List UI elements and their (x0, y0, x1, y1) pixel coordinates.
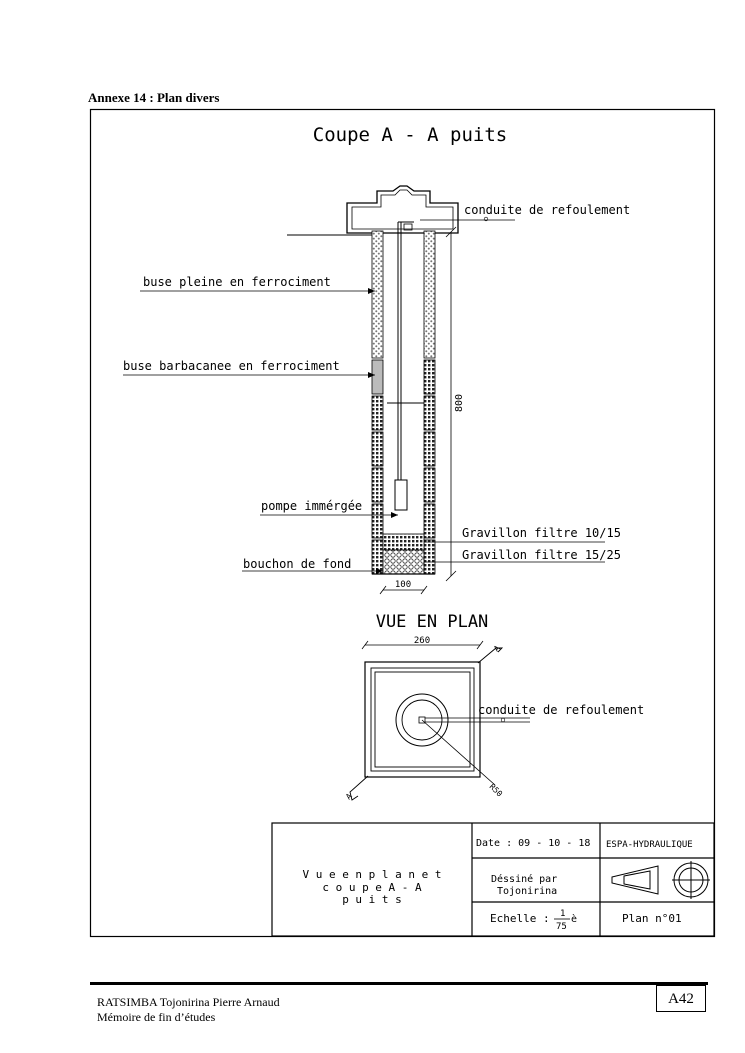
plan-width-dimension: 260 (413, 636, 431, 646)
well-cap (347, 186, 458, 233)
gravillon-15-25 (383, 550, 424, 574)
plan-slab-outer (365, 662, 480, 777)
title-scale-num: 1 (560, 909, 566, 919)
label-conduite-refoulement: conduite de refoulement (464, 203, 631, 217)
section-mark-top: A (492, 643, 502, 654)
radius-dimension: R50 (487, 782, 505, 799)
section-mark-bottom: A (344, 791, 354, 802)
school-logo (612, 861, 710, 899)
title-description-2: c o u p e A - A (322, 881, 422, 894)
page-number: A42 (656, 985, 706, 1012)
label-pompe: pompe immérgée (261, 499, 363, 513)
label-gravillon-10-15: Gravillon filtre 10/15 (462, 526, 621, 540)
title-school: ESPA-HYDRAULIQUE (606, 840, 693, 850)
label-conduite-plan: conduite de refoulement (478, 703, 645, 717)
title-drawn-by-1: Déssiné par (491, 874, 558, 885)
title-date: Date : 09 - 10 - 18 (476, 838, 591, 849)
title-plan-number: Plan n°01 (622, 912, 682, 925)
footer-author: RATSIMBA Tojonirina Pierre Arnaud (97, 995, 280, 1009)
title-description-3: p u i t s (342, 893, 402, 906)
footer-subtitle: Mémoire de fin d’études (97, 1010, 216, 1024)
section-title: Coupe A - A puits (312, 124, 508, 146)
label-bouchon: bouchon de fond (243, 557, 352, 571)
title-description-1: V u e e n p l a n e t (302, 868, 442, 881)
title-scale-den: 75 (556, 922, 567, 932)
diameter-dimension: 100 (394, 580, 412, 590)
buse-pleine-left (372, 231, 383, 358)
label-gravillon-15-25: Gravillon filtre 15/25 (462, 548, 621, 562)
title-scale-label: Echelle : (490, 912, 550, 925)
label-buse-pleine: buse pleine en ferrociment (143, 275, 331, 289)
plan-title: VUE EN PLAN (375, 612, 489, 632)
footer-rule (90, 982, 708, 985)
label-buse-barbacanee: buse barbacanee en ferrociment (123, 359, 340, 373)
buse-pleine-right (424, 231, 435, 358)
depth-dimension: 800 (454, 393, 465, 413)
annex-heading: Annexe 14 : Plan divers (88, 90, 220, 105)
gravillon-10-15 (383, 534, 424, 550)
title-drawn-by-2: Tojonirina (497, 886, 558, 897)
submerged-pump (395, 480, 407, 510)
title-scale-suffix: è (571, 914, 578, 925)
